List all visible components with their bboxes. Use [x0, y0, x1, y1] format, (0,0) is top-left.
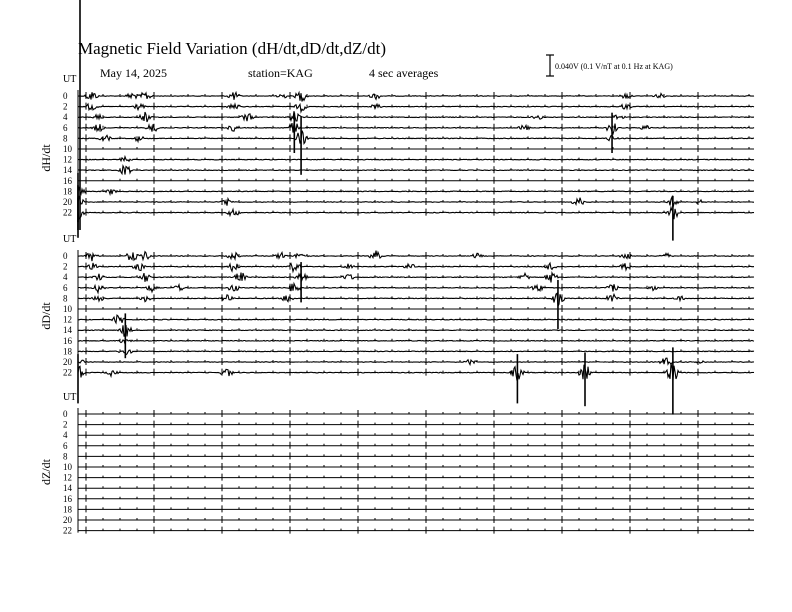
hour-tick-label: 22 [63, 367, 72, 378]
hour-tick-label: 6 [63, 122, 68, 133]
trace-row-6 [78, 123, 754, 134]
trace-row-20 [78, 196, 754, 208]
hour-tick-label: 12 [63, 314, 72, 325]
hour-tick-label: 14 [63, 325, 72, 336]
hour-tick-label: 0 [63, 91, 68, 101]
trace-row-18 [78, 187, 754, 194]
hour-tick-label: 4 [63, 272, 68, 283]
trace-row-2 [78, 263, 754, 272]
hour-tick-label: 14 [63, 165, 72, 176]
hour-tick-label: 20 [63, 197, 72, 207]
hour-tick-label: 22 [63, 207, 72, 218]
hour-tick-label: 2 [63, 261, 68, 272]
trace-row-4 [78, 273, 754, 283]
time-ticks [86, 263, 749, 270]
hour-tick-label: 8 [63, 293, 68, 304]
hour-tick-label: 6 [63, 282, 68, 293]
panels [39, 0, 754, 536]
trace-row-2 [78, 104, 754, 112]
ut-label: UT [63, 74, 77, 85]
trace-row-12 [78, 157, 754, 162]
station-label: station=KAG [248, 66, 313, 80]
trace-row-20 [78, 358, 754, 364]
hour-tick-label: 14 [63, 483, 72, 494]
scale-label: 0.040V (0.1 V/nT at 0.1 Hz at KAG) [555, 62, 673, 71]
trace-row-14 [78, 166, 754, 175]
hour-tick-label: 8 [63, 133, 68, 144]
hour-tick-label: 12 [63, 154, 72, 165]
hour-tick-label: 22 [63, 525, 72, 536]
hour-tick-label: 8 [63, 451, 68, 462]
panel-axis-label: dZ/dt [39, 459, 53, 485]
panel-axis-label: dD/dt [39, 302, 53, 330]
trace-row-0 [78, 251, 754, 262]
trace-row-14 [78, 325, 754, 337]
trace-row-8 [78, 131, 754, 144]
trace-row-12 [78, 315, 754, 323]
panel-axis-label: dH/dt [39, 144, 53, 172]
hour-tick-label: 4 [63, 430, 68, 441]
trace-row-0 [78, 92, 754, 101]
hour-tick-label: 10 [63, 144, 72, 154]
hour-tick-label: 18 [63, 186, 72, 197]
hour-tick-label: 0 [63, 251, 68, 261]
trace-row-18 [78, 350, 754, 355]
hour-tick-label: 16 [63, 335, 72, 346]
hour-tick-label: 2 [63, 419, 68, 430]
scale-bar [546, 55, 554, 76]
hour-tick-label: 20 [63, 515, 72, 525]
trace-row-6 [78, 284, 754, 293]
ut-label: UT [63, 392, 77, 403]
hour-tick-label: 10 [63, 304, 72, 314]
hour-tick-label: 18 [63, 346, 72, 357]
trace-row-22 [78, 364, 754, 381]
averaging-label: 4 sec averages [369, 66, 439, 80]
trace-row-16 [78, 340, 754, 344]
panel-dhdt [39, 74, 754, 241]
ut-label: UT [63, 234, 77, 245]
trace-row-8 [78, 293, 754, 306]
trace-row-4 [78, 111, 754, 122]
hour-tick-label: 12 [63, 472, 72, 483]
hour-tick-label: 6 [63, 440, 68, 451]
hour-tick-label: 2 [63, 101, 68, 112]
hour-tick-label: 10 [63, 462, 72, 472]
hour-tick-label: 0 [63, 409, 68, 419]
hour-tick-label: 20 [63, 357, 72, 367]
date-label: May 14, 2025 [100, 66, 167, 80]
hour-tick-label: 16 [63, 493, 72, 504]
hour-tick-label: 16 [63, 175, 72, 186]
hour-tick-label: 4 [63, 112, 68, 123]
trace-row-22 [78, 208, 754, 220]
panel-dzdt [39, 392, 754, 536]
chart-title: Magnetic Field Variation (dH/dt,dD/dt,dZ/dt) [78, 39, 387, 58]
hour-tick-label: 18 [63, 504, 72, 515]
panel-dddt [39, 234, 754, 415]
